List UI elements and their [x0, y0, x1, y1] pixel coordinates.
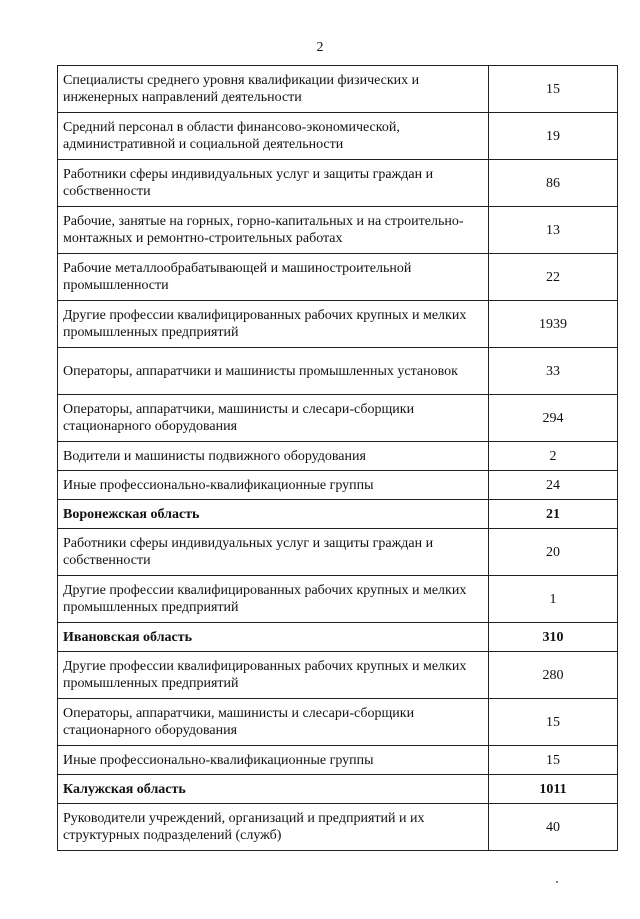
occupation-cell: Другие профессии квалифицированных рабочих крупных и мелких промышленных предприятий: [58, 301, 489, 348]
occupation-cell: Иные профессионально-квалификационные группы: [58, 746, 489, 775]
table-row: [58, 529, 618, 576]
region-row: [58, 623, 618, 652]
region-row: [58, 500, 618, 529]
count-cell: 294: [489, 395, 618, 442]
table-row: [58, 576, 618, 623]
region-total-cell: 310: [489, 623, 618, 652]
count-cell: 1939: [489, 301, 618, 348]
count-cell: 1: [489, 576, 618, 623]
count-cell: 22: [489, 254, 618, 301]
count-cell: 2: [489, 442, 618, 471]
count-cell: 280: [489, 652, 618, 699]
count-cell: 19: [489, 113, 618, 160]
occupation-cell: Операторы, аппаратчики и машинисты промышленных установок: [58, 348, 489, 395]
occupation-cell: Операторы, аппаратчики, машинисты и слесари-сборщики стационарного оборудования: [58, 395, 489, 442]
occupation-cell: Руководители учреждений, организаций и предприятий и их структурных подразделений (служб): [58, 804, 489, 851]
occupation-cell: Работники сферы индивидуальных услуг и защиты граждан и собственности: [58, 529, 489, 576]
table-row: [58, 804, 618, 851]
table-row: [58, 699, 618, 746]
occupation-cell: Рабочие, занятые на горных, горно-капитальных и на строительно-монтажных и ремонтно-строительных работах: [58, 207, 489, 254]
table-row: [58, 442, 618, 471]
region-total-cell: 21: [489, 500, 618, 529]
region-name-cell: Ивановская область: [58, 623, 489, 652]
count-cell: 15: [489, 746, 618, 775]
table-row: [58, 471, 618, 500]
table-row: [58, 207, 618, 254]
table-row: [58, 746, 618, 775]
occupation-cell: Средний персонал в области финансово-экономической, административной и социальной деятельности: [58, 113, 489, 160]
occupation-cell: Рабочие металлообрабатывающей и машиностроительной промышленности: [58, 254, 489, 301]
table-row: [58, 113, 618, 160]
scan-speck: [556, 881, 558, 883]
count-cell: 40: [489, 804, 618, 851]
count-cell: 13: [489, 207, 618, 254]
count-cell: 15: [489, 699, 618, 746]
occupation-cell: Водители и машинисты подвижного оборудования: [58, 442, 489, 471]
occupation-cell: Другие профессии квалифицированных рабочих крупных и мелких промышленных предприятий: [58, 652, 489, 699]
count-cell: 33: [489, 348, 618, 395]
page-number: 2: [316, 40, 324, 55]
occupation-cell: Иные профессионально-квалификационные группы: [58, 471, 489, 500]
occupation-cell: Специалисты среднего уровня квалификации физических и инженерных направлений деятельности: [58, 66, 489, 113]
table-row: [58, 395, 618, 442]
occupation-cell: Операторы, аппаратчики, машинисты и слесари-сборщики стационарного оборудования: [58, 699, 489, 746]
region-row: [58, 775, 618, 804]
data-table: [57, 65, 618, 851]
occupation-cell: Другие профессии квалифицированных рабочих крупных и мелких промышленных предприятий: [58, 576, 489, 623]
count-cell: 15: [489, 66, 618, 113]
occupation-cell: Работники сферы индивидуальных услуг и защиты граждан и собственности: [58, 160, 489, 207]
region-name-cell: Воронежская область: [58, 500, 489, 529]
count-cell: 24: [489, 471, 618, 500]
region-total-cell: 1011: [489, 775, 618, 804]
table-row: [58, 652, 618, 699]
table-row: [58, 160, 618, 207]
table-row: [58, 254, 618, 301]
count-cell: 20: [489, 529, 618, 576]
table-row: [58, 66, 618, 113]
region-name-cell: Калужская область: [58, 775, 489, 804]
table-row: [58, 348, 618, 395]
table-row: [58, 301, 618, 348]
count-cell: 86: [489, 160, 618, 207]
